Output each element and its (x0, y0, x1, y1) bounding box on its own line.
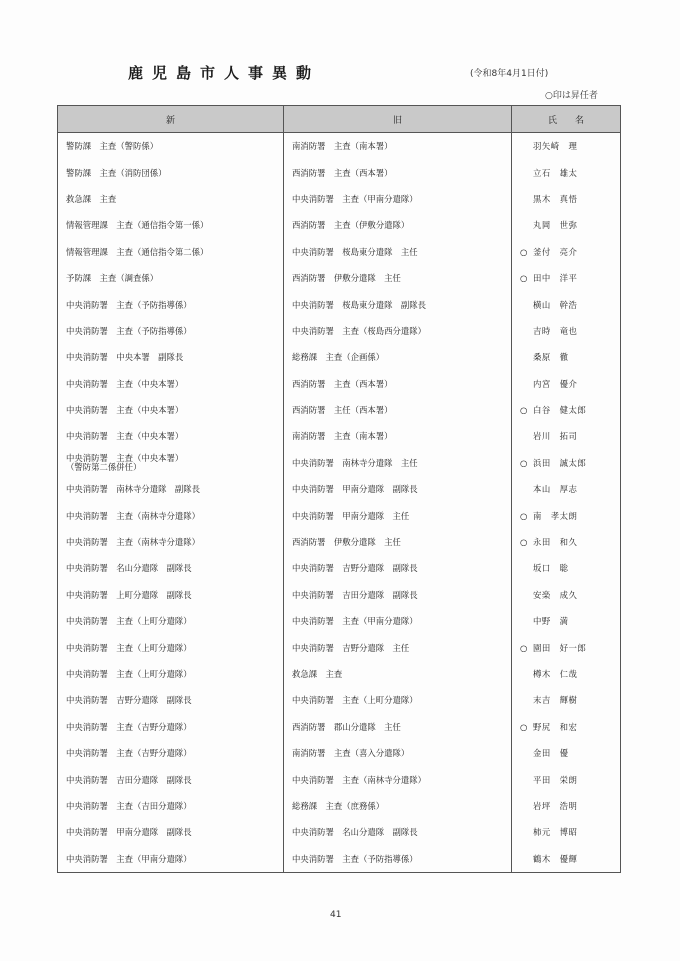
new-position: 中央消防署 主査（吉野分遣隊） (66, 748, 192, 759)
name-cell (512, 714, 621, 740)
new-position: 中央消防署 主査（上町分遣隊） (66, 642, 192, 653)
name-cell (512, 133, 621, 160)
name-cell (512, 397, 621, 423)
table-row (58, 740, 621, 766)
old-position-cell: 中央消防署 桜島東分遣隊 主任 (284, 239, 512, 265)
name-cell (512, 159, 621, 185)
person-name: 桑原 徹 (533, 352, 569, 363)
old-position-cell: 西消防署 伊敷分遣隊 主任 (284, 265, 512, 291)
old-position-cell: 南消防署 主査（南本署） (284, 133, 512, 160)
new-position: 中央消防署 主査（予防指導係） (66, 325, 192, 336)
new-position: 警防課 主査（警防係） (66, 141, 159, 152)
person-name: 樽木 仁哉 (533, 669, 578, 679)
person-name: 園田 好一郎 (533, 642, 587, 653)
new-position-cell (58, 634, 284, 660)
table-row (58, 318, 621, 344)
new-position-cell (58, 212, 284, 238)
new-position: 中央消防署 吉田分遣隊 副隊長 (66, 774, 192, 785)
promotion-legend: ○印は昇任者 (545, 91, 598, 101)
new-position-cell (58, 819, 284, 845)
old-position-cell: 西消防署 郡山分遣隊 主任 (284, 714, 512, 740)
table-row (58, 793, 621, 819)
table-row (58, 555, 621, 581)
name-cell (512, 661, 621, 687)
new-position-cell (58, 740, 284, 766)
name-cell (512, 846, 621, 873)
column-header-name: 氏 名 (512, 106, 621, 133)
person-name: 羽矢崎 理 (533, 141, 578, 152)
name-cell (512, 291, 621, 317)
old-position-cell: 中央消防署 甲南分遣隊 副隊長 (284, 476, 512, 502)
person-name: 横山 幹浩 (533, 299, 578, 310)
table-row (58, 502, 621, 528)
person-name: 本山 厚志 (533, 484, 578, 495)
person-name: 内宮 優介 (533, 378, 578, 389)
table-row (58, 186, 621, 212)
name-cell (512, 371, 621, 397)
name-cell (512, 529, 621, 555)
old-position-cell: 総務課 主査（庶務係） (284, 793, 512, 819)
new-position-cell (58, 529, 284, 555)
new-position: 情報管理課 主査（通信指令第二係） (66, 246, 209, 257)
old-position-cell: 中央消防署 主査（桜島西分遣隊） (284, 318, 512, 344)
name-cell (512, 423, 621, 449)
new-position: 救急課 主査 (66, 193, 117, 204)
new-position: 中央消防署 主査（南林寺分遣隊） (66, 537, 200, 548)
name-cell (512, 608, 621, 634)
table-row (58, 265, 621, 291)
new-position: 中央消防署 主査（上町分遣隊） (66, 669, 192, 679)
name-cell (512, 740, 621, 766)
new-position: 中央消防署 主査（中央本署） (66, 378, 184, 389)
old-position-cell: 中央消防署 主査（甲南分遣隊） (284, 608, 512, 634)
new-position: 中央消防署 主査（南林寺分遣隊） (66, 510, 200, 521)
table-row (58, 634, 621, 660)
new-position-cell (58, 476, 284, 502)
table-header-row (58, 106, 621, 133)
old-position-cell: 南消防署 主査（喜入分遣隊） (284, 740, 512, 766)
person-name: 浜田 誠太郎 (533, 457, 587, 468)
name-cell (512, 212, 621, 238)
new-position: 中央消防署 甲南分遣隊 副隊長 (66, 827, 192, 838)
person-name: 中野 満 (533, 616, 569, 627)
new-position: 中央消防署 主査（甲南分遣隊） (66, 853, 192, 864)
new-position: 予防課 主査（調査係） (66, 273, 159, 284)
table-row (58, 371, 621, 397)
new-position-cell (58, 793, 284, 819)
old-position-cell: 中央消防署 甲南分遣隊 主任 (284, 502, 512, 528)
table-body (58, 133, 621, 873)
person-name: 鶴木 優輝 (533, 853, 578, 864)
old-position-cell: 中央消防署 吉野分遣隊 主任 (284, 634, 512, 660)
table-row (58, 344, 621, 370)
old-position-cell: 西消防署 主査（西本署） (284, 371, 512, 397)
table-row (58, 661, 621, 687)
name-cell (512, 555, 621, 581)
table-row (58, 291, 621, 317)
promotion-mark: ○ (520, 246, 528, 257)
new-position-cell (58, 318, 284, 344)
personnel-table (57, 105, 621, 873)
person-name: 丸岡 世弥 (533, 220, 578, 231)
new-position-cell (58, 133, 284, 160)
old-position-cell: 中央消防署 主査（予防指導係） (284, 846, 512, 873)
person-name: 釜付 亮介 (533, 246, 578, 257)
name-cell (512, 476, 621, 502)
new-position-cell (58, 265, 284, 291)
table-row (58, 239, 621, 265)
new-position: 中央消防署 主査（吉野分遣隊） (66, 721, 192, 732)
new-position: 情報管理課 主査（通信指令第一係） (66, 220, 209, 231)
effective-date: (令和8年4月1日付) (470, 69, 549, 79)
new-position: 中央消防署 主査（中央本署） (66, 405, 184, 416)
new-position-cell (58, 555, 284, 581)
new-position-cell (58, 582, 284, 608)
person-name: 安楽 成久 (533, 589, 578, 600)
person-name: 黒木 真悟 (533, 193, 578, 204)
person-name: 南 孝太朗 (533, 510, 578, 521)
name-cell (512, 582, 621, 608)
name-cell (512, 793, 621, 819)
person-name: 坂口 聡 (533, 563, 569, 574)
table-row (58, 529, 621, 555)
old-position-cell: 中央消防署 桜島東分遣隊 副隊長 (284, 291, 512, 317)
name-cell (512, 687, 621, 713)
new-position-cell (58, 661, 284, 687)
old-position-cell: 中央消防署 南林寺分遣隊 主任 (284, 450, 512, 476)
table-row (58, 687, 621, 713)
new-position: 中央消防署 主査（吉田分遣隊） (66, 800, 192, 811)
name-cell (512, 450, 621, 476)
table-row (58, 212, 621, 238)
new-position-cell (58, 186, 284, 212)
new-position-cell (58, 344, 284, 370)
new-position: 中央消防署 吉野分遣隊 副隊長 (66, 695, 192, 706)
table-row (58, 450, 621, 476)
old-position-cell: 中央消防署 主査（南林寺分遣隊） (284, 766, 512, 792)
column-header-old: 旧 (284, 106, 512, 133)
name-cell (512, 344, 621, 370)
table-row (58, 159, 621, 185)
person-name: 岩川 拓司 (533, 431, 578, 442)
promotion-mark: ○ (520, 510, 528, 521)
person-name: 末吉 輝樹 (533, 695, 578, 706)
new-position: 中央消防署 主査（予防指導係） (66, 299, 192, 310)
new-position: 中央消防署 名山分遣隊 副隊長 (66, 563, 192, 574)
new-position-cell (58, 608, 284, 634)
person-name: 永田 和久 (533, 537, 578, 548)
name-cell (512, 186, 621, 212)
new-position-cell (58, 397, 284, 423)
promotion-mark: ○ (520, 405, 528, 416)
promotion-mark: ○ (520, 642, 528, 653)
person-name: 岩坪 浩明 (533, 800, 578, 811)
old-position-cell: 西消防署 主査（伊敷分遣隊） (284, 212, 512, 238)
new-position-cell (58, 687, 284, 713)
table-row (58, 476, 621, 502)
new-position: 警防課 主査（消防団係） (66, 167, 167, 178)
table-row (58, 766, 621, 792)
name-cell (512, 318, 621, 344)
old-position-cell: 西消防署 主査（西本署） (284, 159, 512, 185)
new-position-cell (58, 291, 284, 317)
new-position: 中央消防署 上町分遣隊 副隊長 (66, 589, 192, 600)
old-position-cell: 中央消防署 吉田分遣隊 副隊長 (284, 582, 512, 608)
name-cell (512, 766, 621, 792)
person-name: 立石 雄太 (533, 167, 578, 178)
old-position-cell: 中央消防署 吉野分遣隊 副隊長 (284, 555, 512, 581)
page-title: 鹿児島市人事異動 (128, 64, 321, 82)
promotion-mark: ○ (520, 537, 528, 548)
new-position: 中央消防署 中央本署 副隊長 (66, 352, 184, 363)
name-cell (512, 239, 621, 265)
new-position: 中央消防署 南林寺分遣隊 副隊長 (66, 484, 200, 495)
new-position: 中央消防署 主査（中央本署） (66, 431, 184, 442)
new-position-cell (58, 371, 284, 397)
column-header-new: 新 (58, 106, 284, 133)
table-row (58, 846, 621, 873)
promotion-mark: ○ (520, 457, 528, 468)
person-name: 金田 優 (533, 748, 569, 759)
old-position-cell: 南消防署 主査（南本署） (284, 423, 512, 449)
old-position-cell: 中央消防署 主査（上町分遣隊） (284, 687, 512, 713)
new-position-cell (58, 423, 284, 449)
new-position-cell (58, 502, 284, 528)
table-row (58, 582, 621, 608)
name-cell (512, 634, 621, 660)
new-position-cell (58, 846, 284, 873)
table-row (58, 397, 621, 423)
page-number: 41 (330, 910, 342, 920)
person-name: 白谷 健太郎 (533, 405, 587, 416)
new-position: 中央消防署 主査（中央本署） (66, 452, 184, 463)
old-position-cell: 総務課 主査（企画係） (284, 344, 512, 370)
name-cell (512, 265, 621, 291)
table-row (58, 133, 621, 160)
old-position-cell: 西消防署 伊敷分遣隊 主任 (284, 529, 512, 555)
table-row (58, 714, 621, 740)
person-name: 平田 栄朗 (533, 774, 578, 785)
new-position-note: （警防第二係併任） (66, 461, 142, 472)
old-position-cell: 西消防署 主任（西本署） (284, 397, 512, 423)
promotion-mark: ○ (520, 273, 528, 284)
person-name: 田中 洋平 (533, 273, 578, 284)
table-row (58, 608, 621, 634)
name-cell (512, 819, 621, 845)
person-name: 野尻 和宏 (533, 721, 578, 732)
name-cell (512, 502, 621, 528)
new-position-cell (58, 159, 284, 185)
table-row (58, 819, 621, 845)
new-position-cell (58, 450, 284, 476)
table-row (58, 423, 621, 449)
old-position-cell: 中央消防署 名山分遣隊 副隊長 (284, 819, 512, 845)
new-position-cell (58, 714, 284, 740)
old-position-cell: 中央消防署 主査（甲南分遣隊） (284, 186, 512, 212)
new-position-cell (58, 766, 284, 792)
new-position-cell (58, 239, 284, 265)
promotion-mark: ○ (520, 721, 528, 732)
new-position: 中央消防署 主査（上町分遣隊） (66, 616, 192, 627)
person-name: 柿元 博昭 (533, 827, 578, 838)
old-position-cell: 救急課 主査 (284, 661, 512, 687)
person-name: 吉時 竜也 (533, 325, 578, 336)
